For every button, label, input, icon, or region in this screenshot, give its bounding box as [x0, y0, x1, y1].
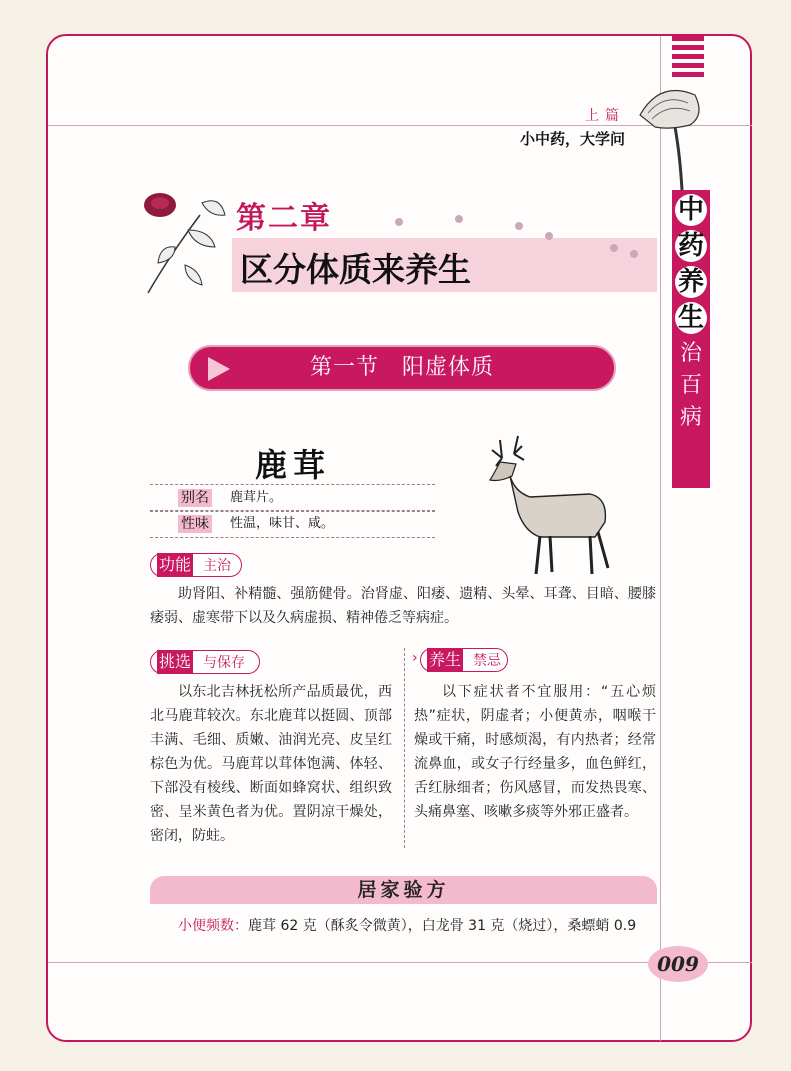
taboo-text: 以下症状者不宜服用：“五心烦热”症状，阴虚者；小便黄赤，咽喉干燥或干痛，时感烦渴，有内热者；经常流鼻血，或女子行经量多，血色鲜红，舌红脉细者；伤风感冒，而发热畏寒、头痛鼻塞、咳嗽多痰等外邪正盛者。 — [414, 684, 656, 820]
section-heading — [188, 345, 616, 391]
header-part: 上篇 — [585, 108, 625, 124]
side-char: 生 — [675, 302, 707, 334]
recipes-title: 居家验方 — [357, 879, 450, 901]
taboo-tag-key: 养生 — [427, 648, 463, 672]
functions-tag-key: 功能 — [157, 553, 193, 577]
column-bullet: › — [412, 650, 418, 666]
side-char: 养 — [675, 266, 707, 298]
flavor-label: 性味 — [178, 515, 212, 533]
selection-tag-key: 挑选 — [157, 650, 193, 674]
deer-illustration — [470, 432, 620, 582]
side-char: 治 — [679, 341, 702, 366]
recipe-item — [178, 915, 636, 935]
side-char: 病 — [679, 405, 702, 430]
alias-row — [150, 484, 435, 512]
functions-tag-sub: 主治 — [203, 558, 231, 574]
column-divider — [404, 648, 406, 848]
taboo-tag-sub: 禁忌 — [473, 653, 501, 669]
side-char: 百 — [679, 373, 702, 398]
selection-text: 以东北吉林抚松所产品质最优，西北马鹿茸较次。东北鹿茸以挺圆、顶部丰满、毛细、质嫩、油润光亮、皮呈红棕色为优。马鹿茸以茸体饱满、体轻、下部没有棱线、断面如蜂窝状、组织致密、呈米黄色者为优。置阴凉干燥处，密闭，防蛀。 — [150, 684, 392, 844]
page-number: 009 — [648, 946, 708, 982]
side-banner — [672, 190, 710, 488]
taboo-tag — [420, 648, 508, 672]
flower-illustration — [140, 185, 235, 300]
flavor-value: 性温，味甘、咸。 — [230, 516, 335, 531]
flavor-row — [150, 510, 435, 538]
herb-name: 鹿茸 — [255, 446, 332, 484]
lingzhi-illustration — [630, 75, 710, 195]
recipes-heading — [150, 876, 657, 904]
selection-tag — [150, 650, 260, 674]
chapter-title: 区分体质来养生 — [240, 250, 471, 289]
section-title: 第一节 阳虚体质 — [309, 355, 494, 380]
footer-rule — [48, 962, 752, 963]
alias-label: 别名 — [178, 489, 212, 507]
alias-value: 鹿茸片。 — [230, 490, 283, 505]
recipe-key: 小便频数： — [178, 918, 248, 934]
functions-text: 助肾阳、补精髓、强筋健骨。治肾虚、阳痿、遗精、头晕、耳聋、目暗、腰膝痿弱、虚寒带下以及久病虚损、精神倦乏等病症。 — [150, 586, 656, 626]
side-char: 中 — [675, 194, 707, 226]
recipe-text: 鹿茸 62 克（酥炙令微黄），白龙骨 31 克（烧过），桑螵蛸 0.9 — [248, 918, 637, 934]
functions-tag — [150, 553, 242, 577]
chapter-number: 第二章 — [236, 201, 332, 236]
header-book-title: 小中药，大学问 — [519, 130, 625, 148]
selection-tag-sub: 与保存 — [203, 655, 245, 671]
side-char: 药 — [675, 230, 707, 262]
